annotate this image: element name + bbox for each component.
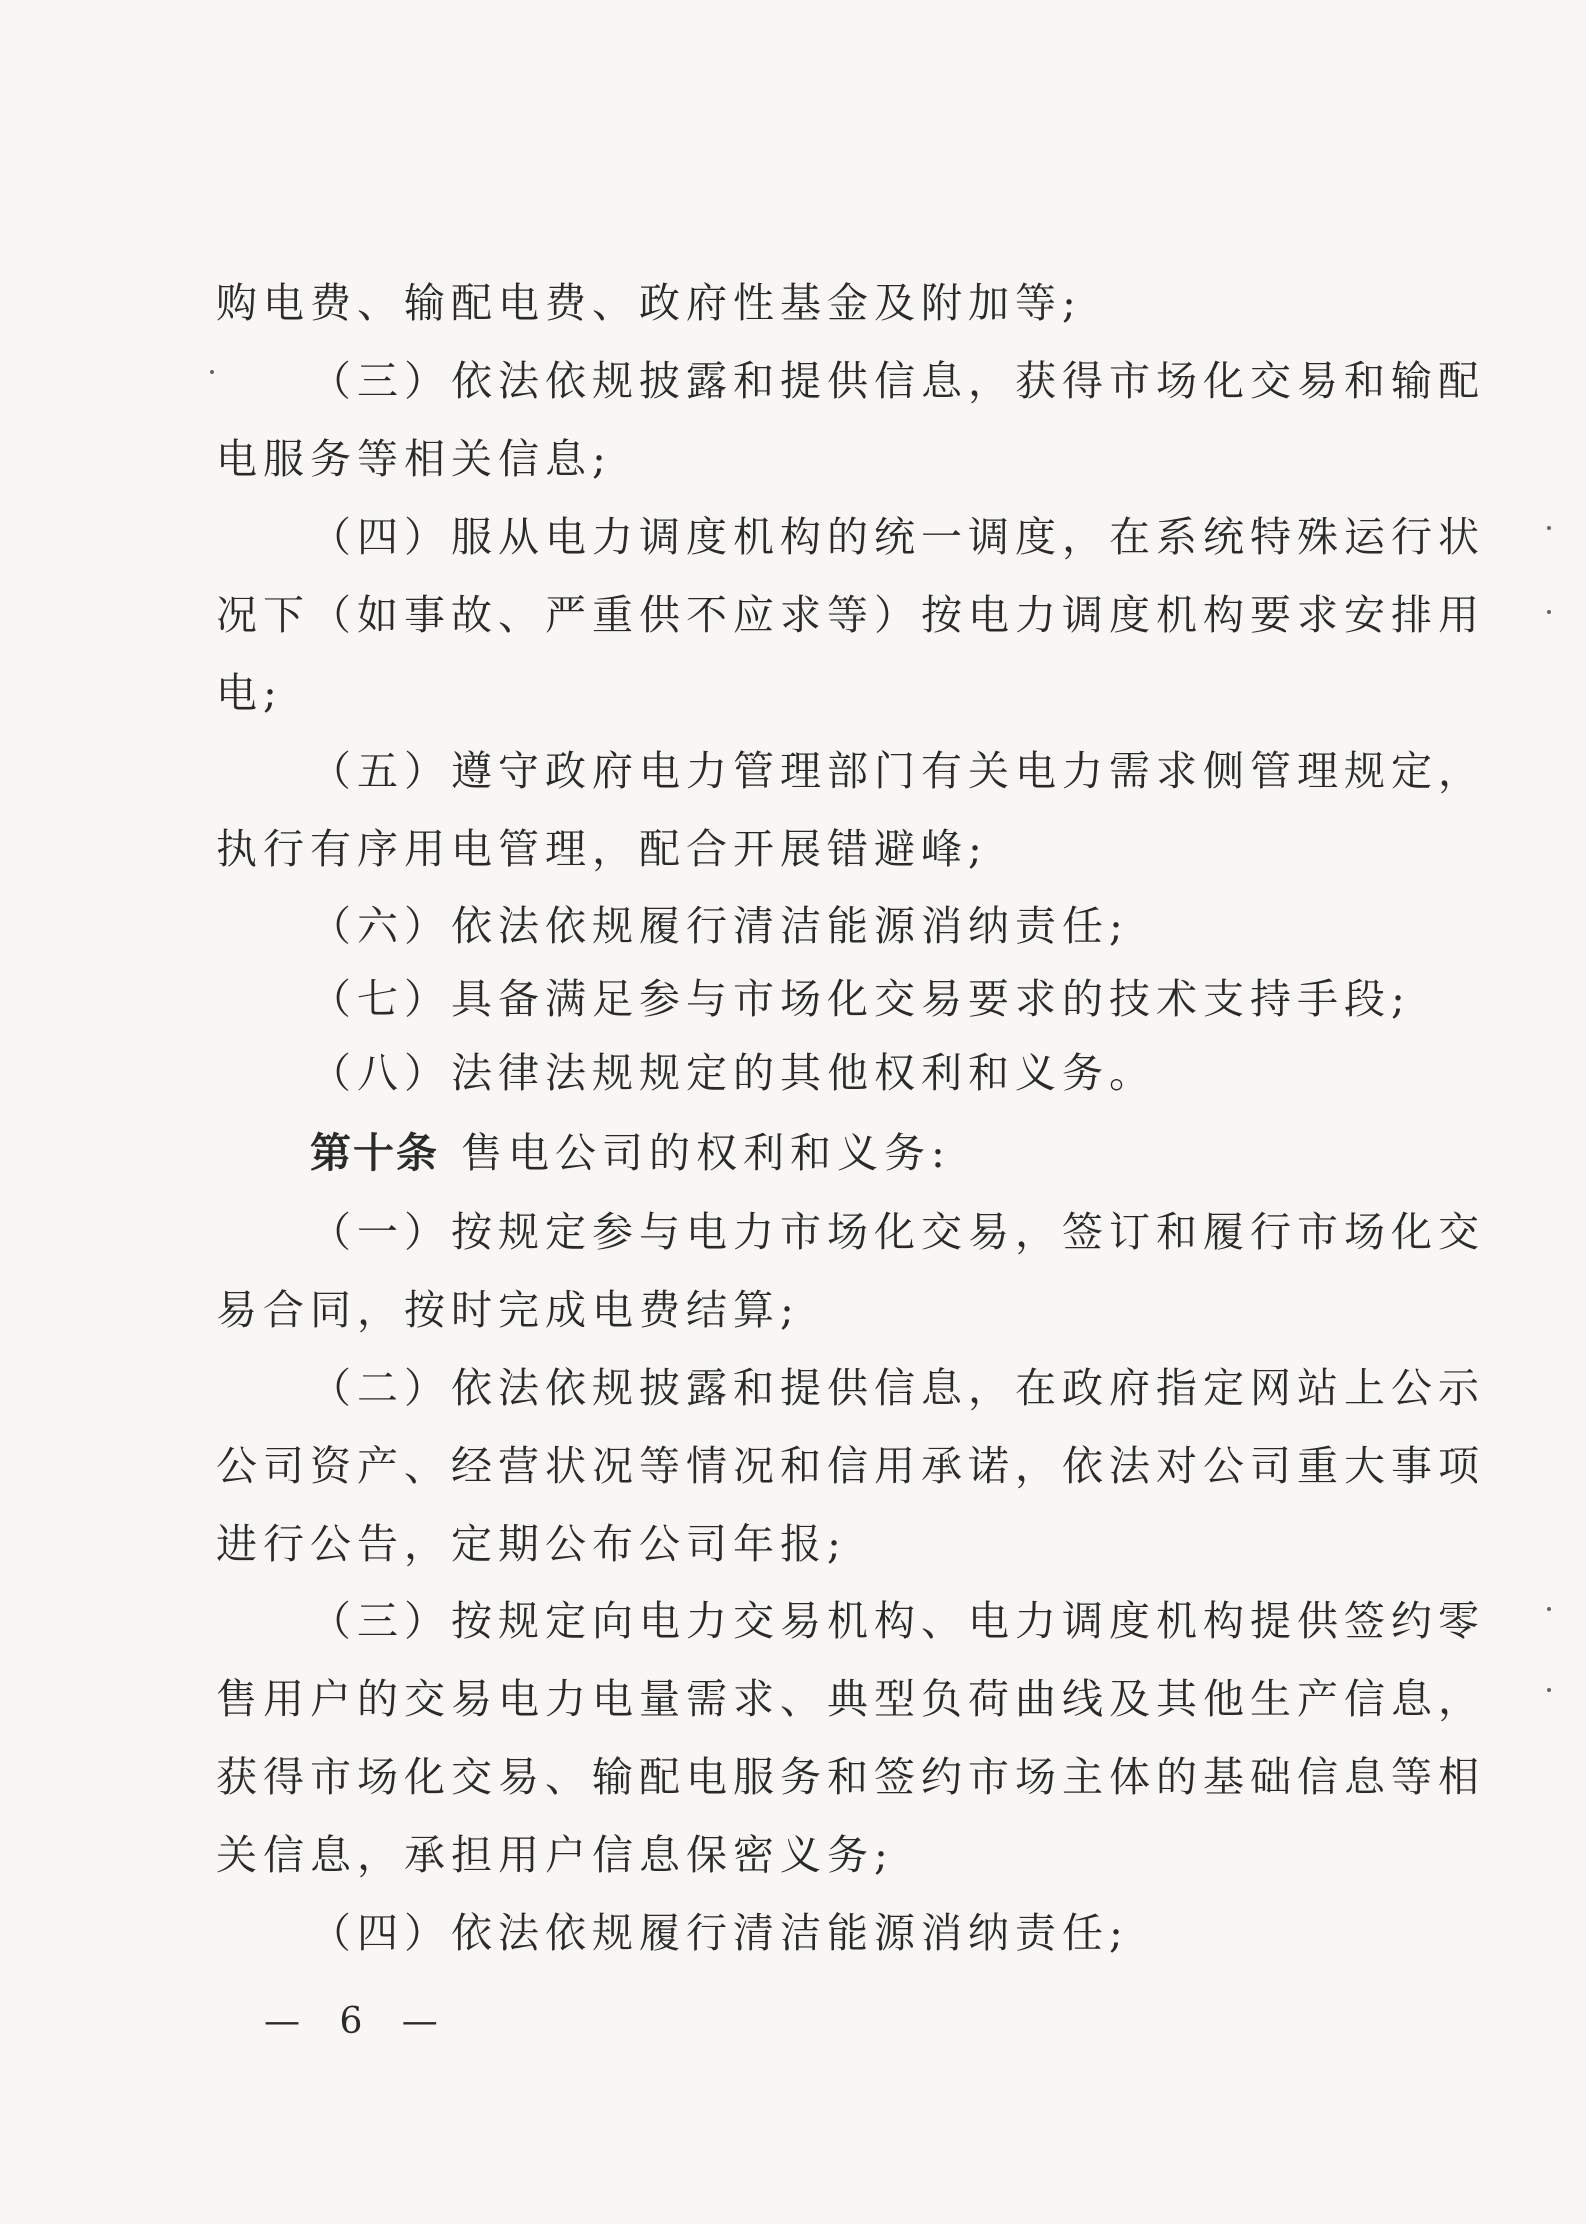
text-line: 购电费、输配电费、政府性基金及附加等; <box>216 279 1082 327</box>
text-line: （四）服从电力调度机构的统一调度，在系统特殊运行状 <box>310 513 1485 561</box>
article-line <box>310 1123 951 1183</box>
text-line: 电; <box>216 669 283 717</box>
text-line: 获得市场化交易、输配电服务和签约市场主体的基础信息等相 <box>216 1753 1485 1801</box>
text-line: （三）依法依规披露和提供信息，获得市场化交易和输配 <box>310 357 1485 405</box>
text-line: （八）法律法规规定的其他权利和义务。 <box>310 1049 1156 1097</box>
scan-dot <box>1547 1688 1551 1692</box>
scan-dot <box>1547 526 1551 530</box>
text-line: 进行公告，定期公布公司年报; <box>216 1520 847 1568</box>
article-title: 售电公司的权利和义务: <box>461 1129 951 1177</box>
scan-dot <box>1547 1607 1551 1611</box>
text-line: 电服务等相关信息; <box>216 435 612 483</box>
text-line: 关信息，承担用户信息保密义务; <box>216 1831 894 1879</box>
scan-dot <box>210 370 214 374</box>
text-line: （五）遵守政府电力管理部门有关电力需求侧管理规定， <box>310 747 1485 795</box>
article-heading: 第十条 <box>310 1129 439 1177</box>
text-line: 执行有序用电管理，配合开展错避峰; <box>216 825 988 873</box>
text-line: （三）按规定向电力交易机构、电力调度机构提供签约零 <box>310 1597 1485 1645</box>
text-line: （六）依法依规履行清洁能源消纳责任; <box>310 902 1129 950</box>
text-line: （一）按规定参与电力市场化交易，签订和履行市场化交 <box>310 1208 1485 1256</box>
text-line: 公司资产、经营状况等情况和信用承诺，依法对公司重大事项 <box>216 1442 1485 1490</box>
text-line: （七）具备满足参与市场化交易要求的技术支持手段; <box>310 975 1411 1023</box>
text-line: 售用户的交易电力电量需求、典型负荷曲线及其他生产信息， <box>216 1675 1485 1723</box>
text-line: 况下（如事故、严重供不应求等）按电力调度机构要求安排用 <box>216 591 1485 639</box>
text-line: （二）依法依规披露和提供信息，在政府指定网站上公示 <box>310 1364 1485 1412</box>
text-line: 易合同，按时完成电费结算; <box>216 1286 800 1334</box>
text-line: （四）依法依规履行清洁能源消纳责任; <box>310 1909 1129 1957</box>
page-number: — 6 — <box>264 2001 452 2042</box>
scan-dot <box>1547 610 1551 614</box>
